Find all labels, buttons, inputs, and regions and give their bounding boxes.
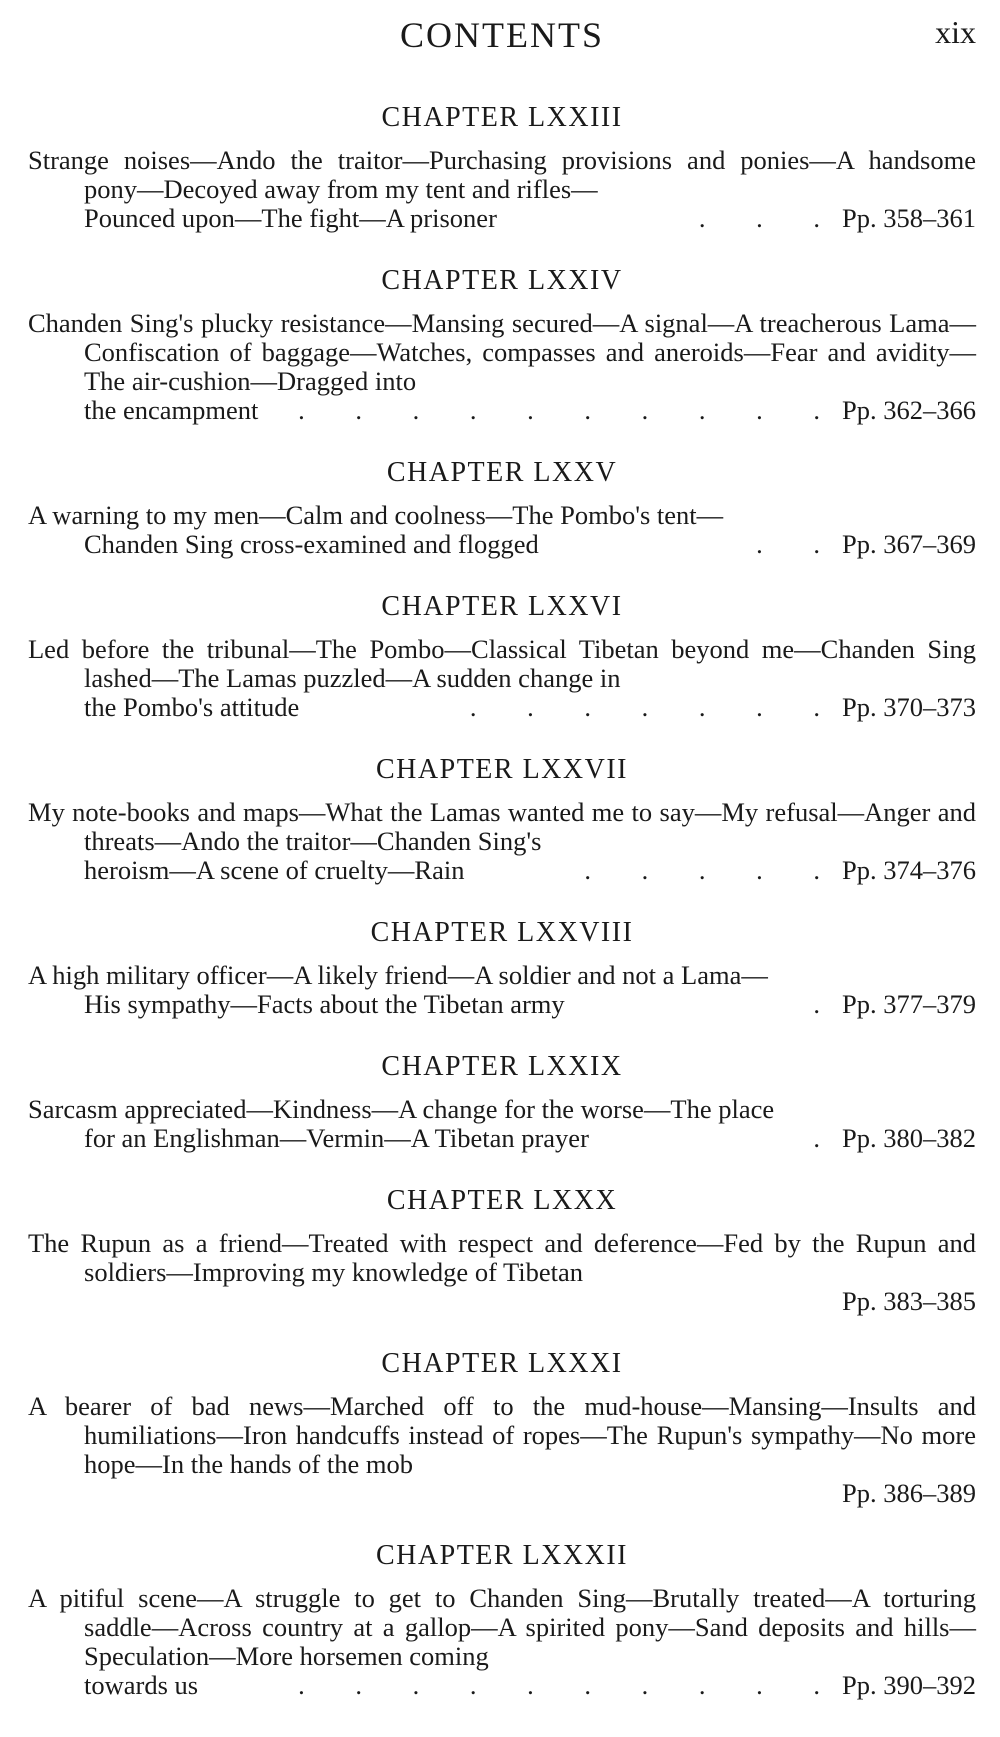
page-range: Pp. 370–373: [842, 692, 976, 722]
page-range: Pp. 367–369: [842, 529, 976, 559]
page-range: Pp. 383–385: [842, 1286, 976, 1316]
synopsis-last-line: the Pombo's attitude: [84, 692, 300, 722]
synopsis-last-line: Pounced upon—The fight—A prisoner: [84, 203, 497, 233]
synopsis-last-line: the Rupun and soldiers—Improving my knowledge of Tibetan: [84, 1228, 976, 1287]
synopsis-last-line: His sympathy—Facts about the Tibetan army: [84, 989, 565, 1019]
chapter-entry: [28, 459, 976, 559]
synopsis-text: Led before the tribunal—The Pombo—Classical Tibetan beyond me—Chanden Sing lashed—The Lamas puzzled—A sudden change in: [28, 634, 976, 693]
synopsis-last-line: heroism—A scene of cruelty—Rain: [84, 855, 465, 885]
synopsis-last-line: the encampment: [84, 395, 259, 425]
dot-leader: . . . . . . .: [469, 692, 842, 722]
dot-leader: . .: [756, 529, 842, 559]
dot-leader: . . . . . . . . . .: [298, 395, 842, 425]
dot-leader: .: [813, 989, 842, 1019]
page-range: Pp. 374–376: [842, 855, 976, 885]
synopsis-text: The Rupun as a friend—Treated with respect and deference—Fed by: [28, 1228, 801, 1258]
synopsis-last-line: towards us: [84, 1670, 199, 1700]
chapter-heading: CHAPTER LXXIX: [381, 1051, 623, 1082]
dot-leader: .: [813, 1123, 842, 1153]
chapter-entry: [28, 1187, 976, 1316]
synopsis-last-line: Chanden Sing cross-examined and flogged: [84, 529, 539, 559]
dot-leader: . . . . .: [584, 855, 842, 885]
chapter-synopsis: [28, 309, 976, 425]
chapter-synopsis: [28, 635, 976, 722]
page-range: Pp. 358–361: [842, 203, 976, 233]
chapter-heading: CHAPTER LXXXI: [381, 1348, 623, 1379]
chapter-entry: [28, 756, 976, 885]
page-number: xix: [935, 14, 976, 50]
page-title: CONTENTS: [400, 15, 604, 55]
page-range: Pp. 390–392: [842, 1670, 976, 1700]
chapter-entry: [28, 593, 976, 722]
chapter-synopsis: [28, 961, 976, 1019]
synopsis-text: My note-books and maps—What the Lamas wanted me to say—My refusal—Anger and threats—Ando the traitor—Chanden Sing's: [28, 797, 976, 856]
chapter-synopsis: [28, 1392, 976, 1508]
dot-leader: . . . . . . . . . .: [298, 1670, 842, 1700]
chapter-entry: [28, 1542, 976, 1700]
synopsis-text: Strange noises—Ando the traitor—Purchasing provisions and ponies—A handsome pony—Decoyed away from my tent and rifles—: [28, 145, 976, 204]
page-range: Pp. 386–389: [842, 1478, 976, 1508]
chapter-synopsis: [28, 146, 976, 233]
chapter-heading: CHAPTER LXXIV: [381, 265, 623, 296]
chapter-entry: [28, 1350, 976, 1508]
synopsis-text: A bearer of bad news—Marched off to the mud-house—Mansing—Insults and humiliations—Iron handcuffs instead of ropes—The: [28, 1391, 976, 1450]
chapter-synopsis: [28, 1095, 976, 1153]
chapter-entry: [28, 104, 976, 233]
chapter-heading: CHAPTER LXXXII: [376, 1540, 628, 1571]
page-range: Pp. 380–382: [842, 1123, 976, 1153]
chapter-heading: CHAPTER LXXVII: [376, 754, 628, 785]
chapter-heading: CHAPTER LXXVIII: [370, 917, 634, 948]
synopsis-text: A high military officer—A likely friend—A soldier and not a Lama—: [28, 960, 768, 990]
synopsis-text: Chanden Sing's plucky resistance—Mansing secured—A signal—A treacherous Lama—Confiscation of baggage—Watches, compasses and aneroids—Fear and avidity—The air-cushion—Dragged into: [28, 308, 976, 396]
page-range: Pp. 362–366: [842, 395, 976, 425]
chapter-synopsis: [28, 1584, 976, 1700]
synopsis-last-line: for an Englishman—Vermin—A Tibetan prayer: [84, 1123, 589, 1153]
synopsis-text: Sarcasm appreciated—Kindness—A change for the worse—The place: [28, 1094, 775, 1124]
synopsis-text: A warning to my men—Calm and coolness—The Pombo's tent—: [28, 500, 724, 530]
page-range: Pp. 377–379: [842, 989, 976, 1019]
synopsis-last-line: Rupun's sympathy—No more hope—In the hands of the mob: [84, 1420, 976, 1479]
chapter-heading: CHAPTER LXXV: [386, 457, 618, 488]
synopsis-text: A pitiful scene—A struggle to get to Chanden Sing—Brutally treated—A torturing saddle—Across country at a gallop—A spirited pony—Sand deposits and hills—Speculation—More horsemen coming: [28, 1583, 976, 1671]
chapter-synopsis: [28, 798, 976, 885]
chapter-heading: CHAPTER LXXIII: [381, 102, 623, 133]
chapter-heading: CHAPTER LXXVI: [381, 591, 623, 622]
chapter-entry: [28, 267, 976, 425]
contents-page: [28, 0, 976, 1737]
chapter-synopsis: [28, 501, 976, 559]
dot-leader: . . .: [698, 203, 842, 233]
chapter-entry: [28, 919, 976, 1019]
chapter-entry: [28, 1053, 976, 1153]
chapter-heading: CHAPTER LXXX: [386, 1185, 618, 1216]
chapter-synopsis: [28, 1229, 976, 1316]
running-head: [28, 0, 976, 70]
